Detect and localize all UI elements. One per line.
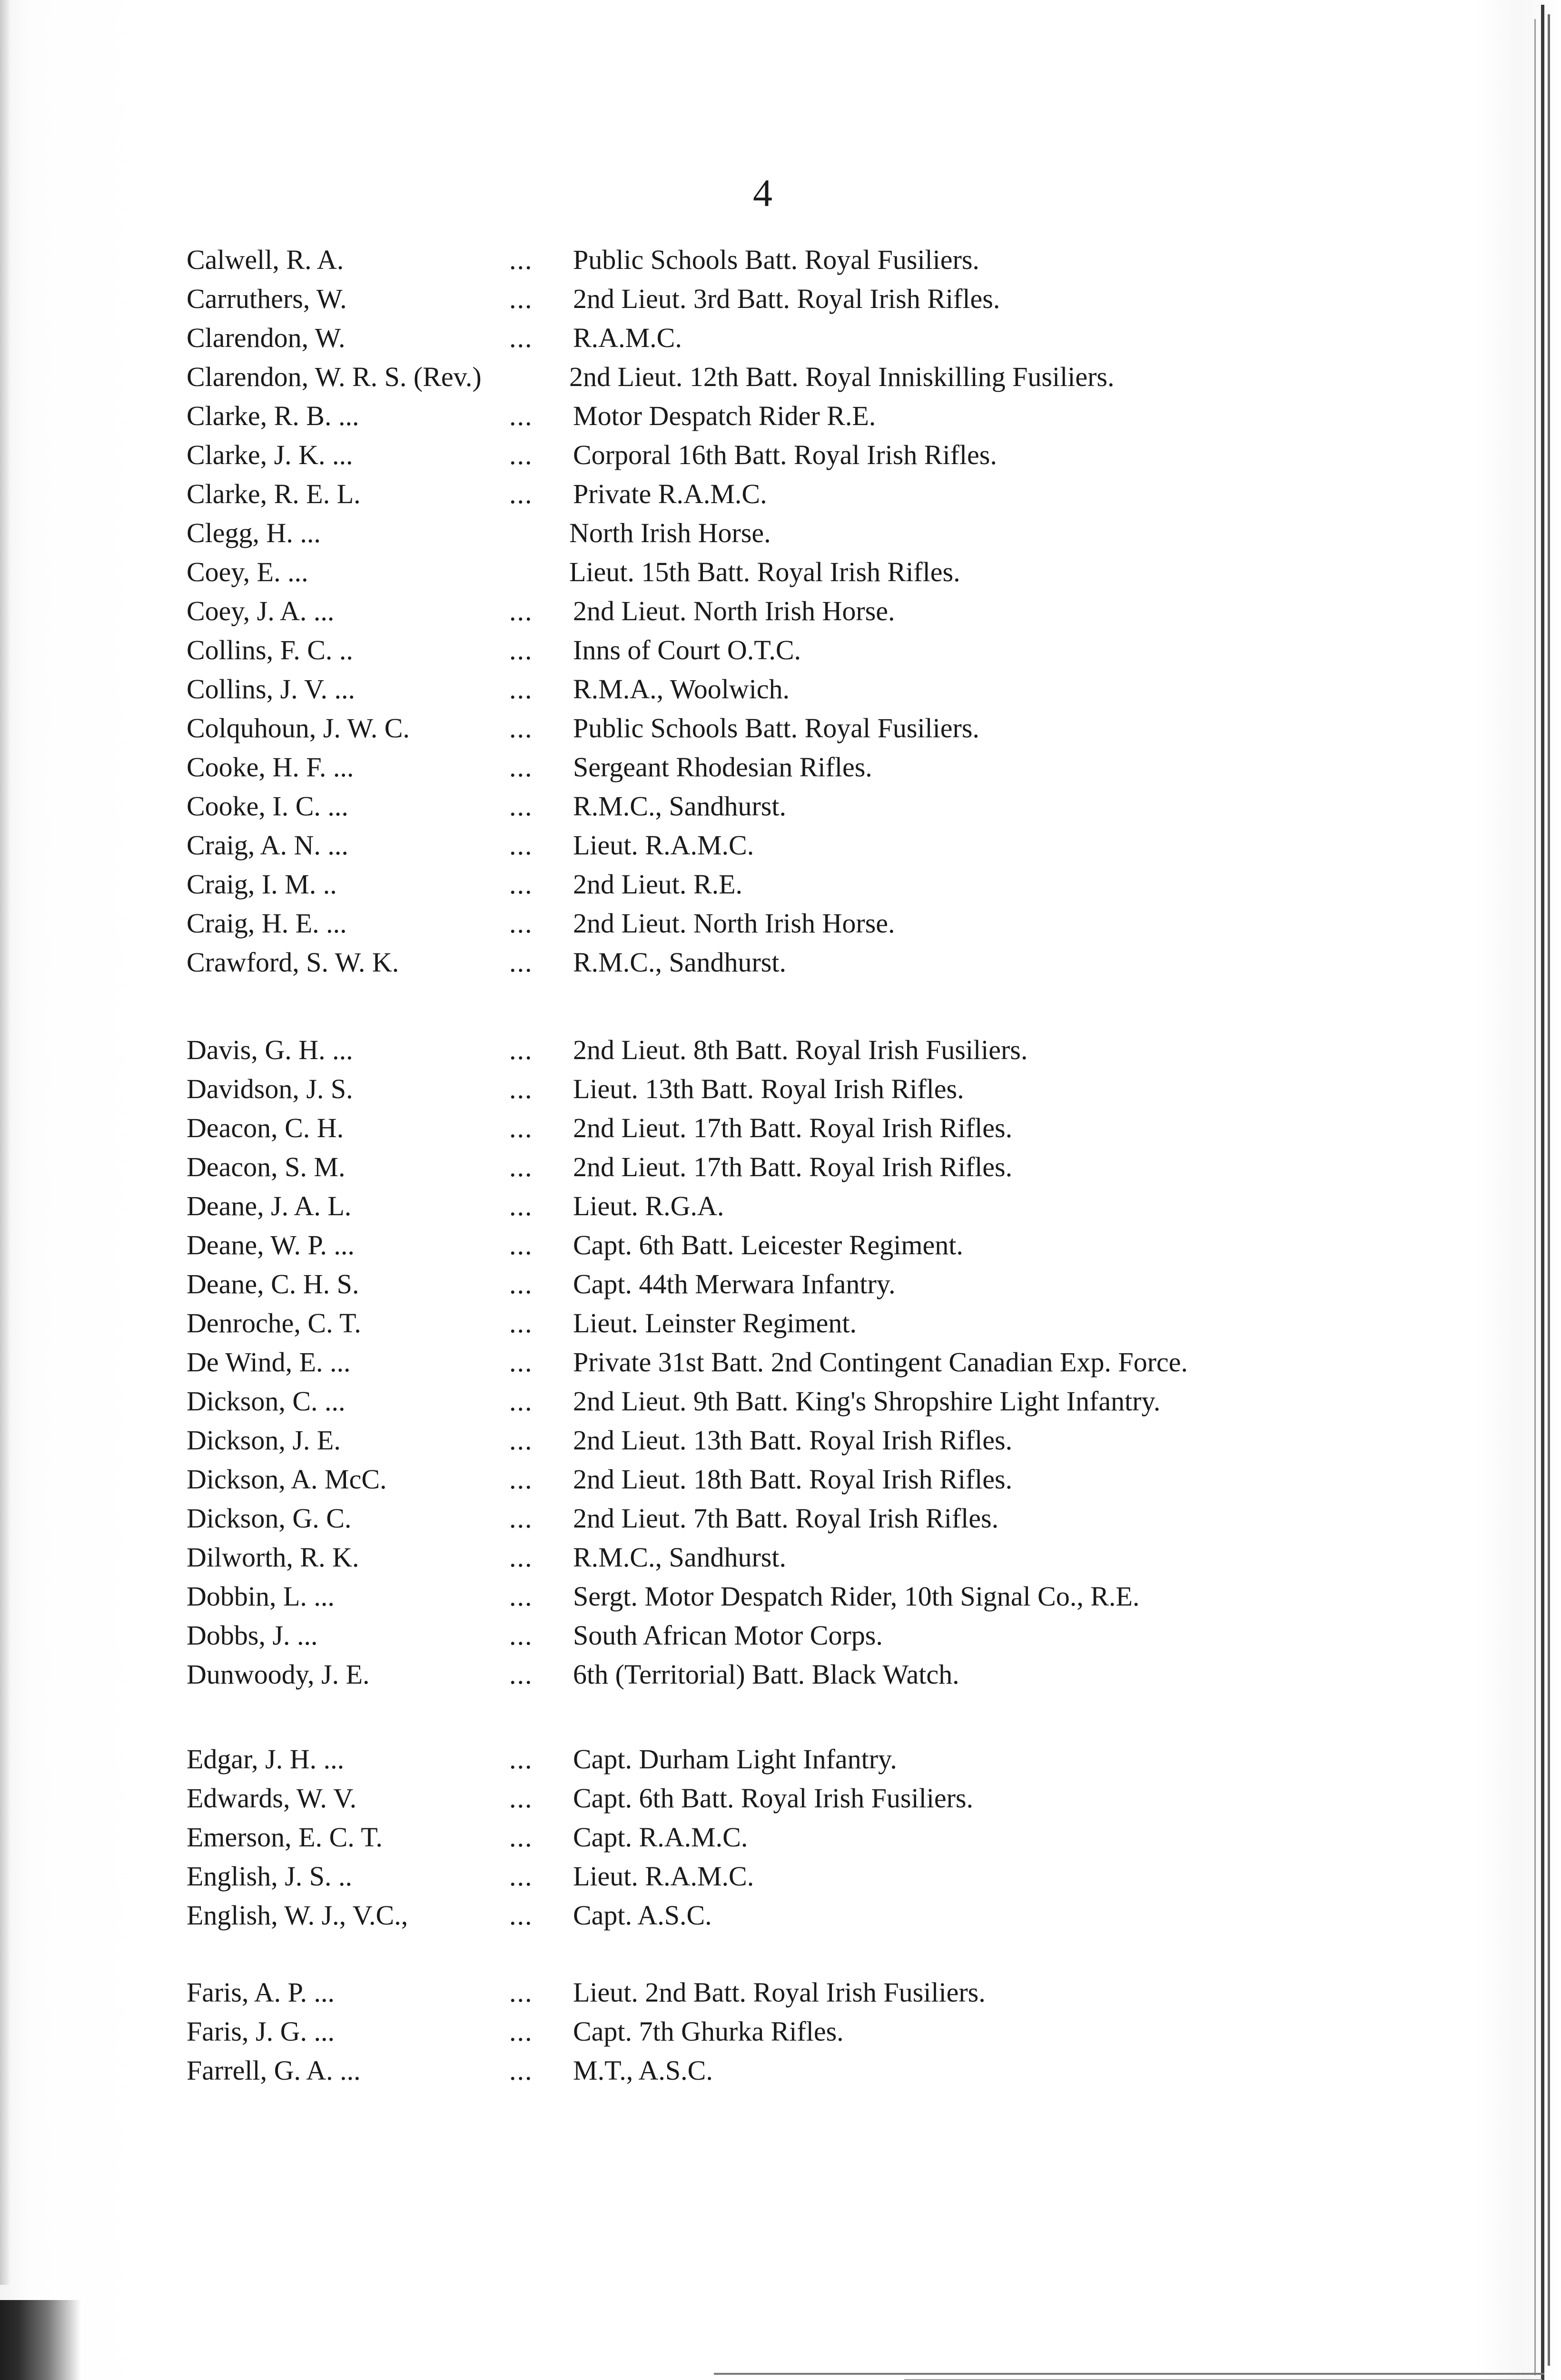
- entry-name: Cooke, H. F. ...: [187, 752, 354, 783]
- entry-leader-dots: ...: [509, 1386, 533, 1417]
- entry-name: Collins, F. C. ..: [187, 635, 353, 665]
- entry-unit: Capt. 44th Merwara Infantry.: [573, 1269, 896, 1299]
- entry-leader-dots: ...: [509, 478, 533, 509]
- entry-unit: Motor Despatch Rider R.E.: [573, 400, 876, 431]
- entry-unit: North Irish Horse.: [569, 517, 771, 548]
- binding-shadow: [0, 2300, 81, 2380]
- entry-unit: 2nd Lieut. 8th Batt. Royal Irish Fusiliers.: [573, 1034, 1028, 1065]
- entry-name: Emerson, E. C. T.: [187, 1822, 383, 1853]
- entry-unit: 2nd Lieut. 7th Batt. Royal Irish Rifles.: [573, 1503, 999, 1534]
- entry-unit: Inns of Court O.T.C.: [573, 635, 801, 665]
- roster-entry: [0, 1818, 1561, 1857]
- roster-entry: [0, 2051, 1561, 2090]
- entry-leader-dots: ...: [509, 713, 533, 744]
- entry-name: Davis, G. H. ...: [187, 1034, 353, 1065]
- entry-name: Collins, J. V. ...: [187, 674, 356, 704]
- entry-name: Carruthers, W.: [187, 283, 347, 314]
- bottom-page-edge: [714, 2373, 1544, 2375]
- page-number: 4: [753, 171, 772, 215]
- roster-entry: [0, 318, 1561, 357]
- entry-unit: Corporal 16th Batt. Royal Irish Rifles.: [573, 439, 997, 470]
- entry-unit: R.A.M.C.: [573, 322, 682, 353]
- entry-name: Faris, A. P. ...: [187, 1977, 335, 2008]
- entry-name: Coey, E. ...: [187, 556, 308, 587]
- entry-unit: Public Schools Batt. Royal Fusiliers.: [573, 244, 979, 275]
- roster-entry: [0, 592, 1561, 631]
- roster-entry: [0, 436, 1561, 475]
- entry-leader-dots: ...: [509, 1112, 533, 1143]
- entry-unit: Capt. 6th Batt. Leicester Regiment.: [573, 1230, 963, 1260]
- entry-leader-dots: ...: [509, 244, 533, 275]
- roster-entry: [0, 2012, 1561, 2051]
- entry-name: Clarke, J. K. ...: [187, 439, 353, 470]
- entry-leader-dots: ...: [509, 322, 533, 353]
- entry-unit: 2nd Lieut. 3rd Batt. Royal Irish Rifles.: [573, 283, 1000, 314]
- entry-leader-dots: ...: [509, 1034, 533, 1065]
- entry-unit: 2nd Lieut. North Irish Horse.: [573, 908, 895, 939]
- entry-unit: Sergt. Motor Despatch Rider, 10th Signal Co., R.E.: [573, 1581, 1140, 1612]
- entry-unit: 6th (Territorial) Batt. Black Watch.: [573, 1659, 959, 1690]
- entry-unit: M.T., A.S.C.: [573, 2055, 713, 2086]
- entry-name: Denroche, C. T.: [187, 1308, 361, 1339]
- entry-leader-dots: ...: [509, 595, 533, 626]
- entry-name: Davidson, J. S.: [187, 1073, 353, 1104]
- roster-entry: [0, 670, 1561, 709]
- entry-name: Edwards, W. V.: [187, 1783, 357, 1814]
- entry-unit: 2nd Lieut. North Irish Horse.: [573, 595, 895, 626]
- entry-name: Coey, J. A. ...: [187, 595, 335, 626]
- entry-unit: 2nd Lieut. R.E.: [573, 869, 743, 900]
- entry-leader-dots: ...: [509, 1581, 533, 1612]
- entry-unit: Private 31st Batt. 2nd Contingent Canadian Exp. Force.: [573, 1347, 1188, 1378]
- roster-entry: [0, 475, 1561, 514]
- roster-entry: [0, 943, 1561, 982]
- entry-unit: Lieut. 2nd Batt. Royal Irish Fusiliers.: [573, 1977, 986, 2008]
- entry-unit: Lieut. R.G.A.: [573, 1190, 724, 1221]
- entry-name: Deacon, C. H.: [187, 1112, 344, 1143]
- entry-unit: R.M.C., Sandhurst.: [573, 947, 786, 978]
- entry-name: Dickson, J. E.: [187, 1425, 341, 1456]
- roster-entry: [0, 904, 1561, 943]
- roster-entry: [0, 279, 1561, 318]
- entry-name: Dobbs, J. ...: [187, 1620, 318, 1651]
- roster-entry: [0, 1973, 1561, 2012]
- entry-unit: Lieut. 15th Batt. Royal Irish Rifles.: [569, 556, 960, 587]
- entry-unit: 2nd Lieut. 17th Batt. Royal Irish Rifles.: [573, 1151, 1013, 1182]
- entry-leader-dots: ...: [509, 1900, 533, 1931]
- entry-leader-dots: ...: [509, 830, 533, 861]
- roster-entry: [0, 514, 1561, 553]
- entry-leader-dots: ...: [509, 1744, 533, 1775]
- section-e: [0, 1740, 1561, 1935]
- roster-entry: [0, 1265, 1561, 1304]
- entry-leader-dots: ...: [509, 1620, 533, 1651]
- entry-leader-dots: ...: [509, 1783, 533, 1814]
- roster-entry: [0, 1031, 1561, 1070]
- entry-unit: Public Schools Batt. Royal Fusiliers.: [573, 713, 979, 744]
- section-d: [0, 1031, 1561, 1694]
- entry-name: Colquhoun, J. W. C.: [187, 713, 410, 744]
- entry-name: Faris, J. G. ...: [187, 2016, 335, 2047]
- entry-leader-dots: ...: [509, 1308, 533, 1339]
- entry-leader-dots: ...: [509, 947, 533, 978]
- entry-name: Deacon, S. M.: [187, 1151, 346, 1182]
- entry-leader-dots: ...: [509, 908, 533, 939]
- roster-entry: [0, 1382, 1561, 1421]
- entry-leader-dots: ...: [509, 1425, 533, 1456]
- roster-entry: [0, 1655, 1561, 1694]
- entry-unit: Capt. 6th Batt. Royal Irish Fusiliers.: [573, 1783, 973, 1814]
- entry-leader-dots: ...: [509, 752, 533, 783]
- entry-name: Dunwoody, J. E.: [187, 1659, 370, 1690]
- entry-unit: Lieut. R.A.M.C.: [573, 830, 754, 861]
- entry-name: Farrell, G. A. ...: [187, 2055, 361, 2086]
- roster-entry: [0, 397, 1561, 436]
- entry-unit: R.M.C., Sandhurst.: [573, 791, 786, 822]
- entry-name: Deane, C. H. S.: [187, 1269, 359, 1299]
- roster-entry: [0, 631, 1561, 670]
- entry-leader-dots: ...: [509, 674, 533, 704]
- entry-leader-dots: ...: [509, 2016, 533, 2047]
- roster-entry: [0, 1460, 1561, 1499]
- roster-entry: [0, 1740, 1561, 1779]
- entry-leader-dots: ...: [509, 1659, 533, 1690]
- entry-name: English, J. S. ..: [187, 1861, 353, 1892]
- roster-entry: [0, 1896, 1561, 1935]
- entry-unit: 2nd Lieut. 9th Batt. King's Shropshire Light Infantry.: [573, 1386, 1161, 1417]
- entry-name: Craig, H. E. ...: [187, 908, 347, 939]
- entry-unit: R.M.C., Sandhurst.: [573, 1542, 786, 1573]
- roster-entry: [0, 1616, 1561, 1655]
- entry-leader-dots: ...: [509, 1190, 533, 1221]
- entry-name: Dickson, C. ...: [187, 1386, 346, 1417]
- entry-leader-dots: ...: [509, 1977, 533, 2008]
- roster-entry: [0, 1148, 1561, 1187]
- roster-entry: [0, 1421, 1561, 1460]
- entry-name: Crawford, S. W. K.: [187, 947, 399, 978]
- entry-name: Dickson, G. C.: [187, 1503, 352, 1534]
- entry-name: Clegg, H. ...: [187, 517, 321, 548]
- entry-unit: R.M.A., Woolwich.: [573, 674, 790, 704]
- entry-name: Deane, W. P. ...: [187, 1230, 355, 1260]
- roster-entry: [0, 1304, 1561, 1343]
- entry-unit: South African Motor Corps.: [573, 1620, 883, 1651]
- entry-leader-dots: ...: [509, 791, 533, 822]
- entry-leader-dots: ...: [509, 869, 533, 900]
- entry-name: Dobbin, L. ...: [187, 1581, 335, 1612]
- entry-unit: Private R.A.M.C.: [573, 478, 767, 509]
- entry-unit: Capt. 7th Ghurka Rifles.: [573, 2016, 844, 2047]
- entry-name: Clarendon, W.: [187, 322, 346, 353]
- entry-leader-dots: ...: [509, 1822, 533, 1853]
- entry-leader-dots: ...: [509, 1269, 533, 1299]
- roster-entry: [0, 748, 1561, 787]
- entry-unit: Capt. R.A.M.C.: [573, 1822, 748, 1853]
- entry-leader-dots: ...: [509, 635, 533, 665]
- entry-unit: 2nd Lieut. 12th Batt. Royal Inniskilling Fusiliers.: [569, 361, 1115, 392]
- entry-name: Clarke, R. B. ...: [187, 400, 359, 431]
- roster-entry: [0, 787, 1561, 826]
- section-f: [0, 1973, 1561, 2090]
- entry-leader-dots: ...: [509, 1151, 533, 1182]
- roster-entry: [0, 1779, 1561, 1818]
- entry-unit: Sergeant Rhodesian Rifles.: [573, 752, 872, 783]
- entry-name: Craig, A. N. ...: [187, 830, 348, 861]
- entry-leader-dots: ...: [509, 1464, 533, 1495]
- roster-entry: [0, 1070, 1561, 1109]
- roster-entry: [0, 1499, 1561, 1538]
- roster-entry: [0, 709, 1561, 748]
- entry-name: Edgar, J. H. ...: [187, 1744, 345, 1775]
- entry-leader-dots: ...: [509, 1861, 533, 1892]
- entry-unit: Capt. Durham Light Infantry.: [573, 1744, 897, 1775]
- entry-unit: 2nd Lieut. 17th Batt. Royal Irish Rifles.: [573, 1112, 1013, 1143]
- roster-entry: [0, 1226, 1561, 1265]
- entry-unit: Lieut. R.A.M.C.: [573, 1861, 754, 1892]
- roster-entry: [0, 1187, 1561, 1226]
- entry-unit: Capt. A.S.C.: [573, 1900, 712, 1931]
- entry-name: Clarke, R. E. L.: [187, 478, 361, 509]
- roster-entry: [0, 240, 1561, 279]
- entry-unit: Lieut. 13th Batt. Royal Irish Rifles.: [573, 1073, 964, 1104]
- entry-unit: Lieut. Leinster Regiment.: [573, 1308, 857, 1339]
- entry-name: Deane, J. A. L.: [187, 1190, 352, 1221]
- section-c: [0, 240, 1561, 982]
- roster-entry: [0, 865, 1561, 904]
- roster-entry: [0, 553, 1561, 592]
- entry-leader-dots: ...: [509, 1542, 533, 1573]
- roster-entry: [0, 1538, 1561, 1577]
- entry-name: Craig, I. M. ..: [187, 869, 337, 900]
- entry-unit: 2nd Lieut. 13th Batt. Royal Irish Rifles.: [573, 1425, 1013, 1456]
- roster-entry: [0, 1857, 1561, 1896]
- entry-name: Calwell, R. A.: [187, 244, 344, 275]
- entry-unit: 2nd Lieut. 18th Batt. Royal Irish Rifles.: [573, 1464, 1013, 1495]
- entry-leader-dots: ...: [509, 439, 533, 470]
- entry-name: Dickson, A. McC.: [187, 1464, 387, 1495]
- roster-entry: [0, 357, 1561, 397]
- entry-leader-dots: ...: [509, 1347, 533, 1378]
- entry-leader-dots: ...: [509, 1230, 533, 1260]
- entry-leader-dots: ...: [509, 400, 533, 431]
- entry-name: Cooke, I. C. ...: [187, 791, 348, 822]
- entry-name: De Wind, E. ...: [187, 1347, 351, 1378]
- roster-entry: [0, 1343, 1561, 1382]
- entry-leader-dots: ...: [509, 1073, 533, 1104]
- entry-name: English, W. J., V.C.,: [187, 1900, 408, 1931]
- roster-entry: [0, 1577, 1561, 1616]
- entry-name: Clarendon, W. R. S. (Rev.): [187, 361, 482, 392]
- entry-leader-dots: ...: [509, 2055, 533, 2086]
- entry-leader-dots: ...: [509, 283, 533, 314]
- entry-leader-dots: ...: [509, 1503, 533, 1534]
- roster-entry: [0, 826, 1561, 865]
- entry-name: Dilworth, R. K.: [187, 1542, 359, 1573]
- roster-entry: [0, 1109, 1561, 1148]
